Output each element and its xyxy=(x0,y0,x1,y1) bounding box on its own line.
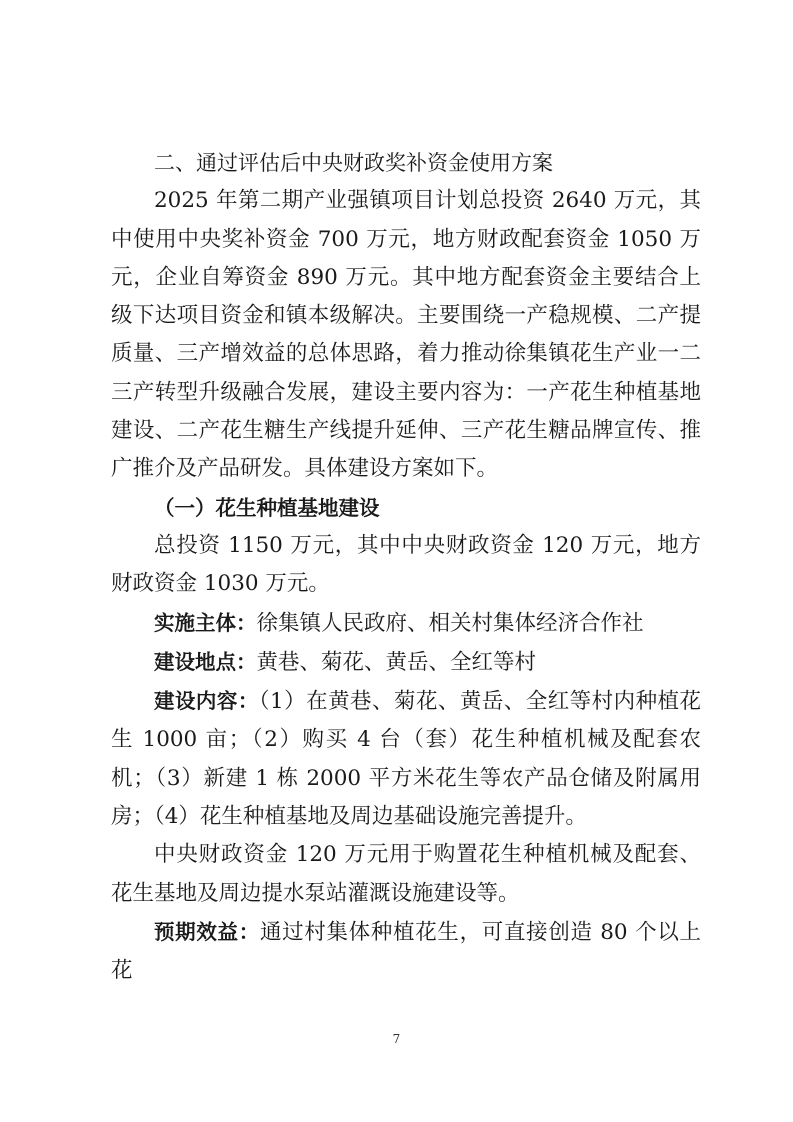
benefit-paragraph xyxy=(111,913,701,991)
content-paragraph xyxy=(111,682,701,836)
benefit-label: 预期效益： xyxy=(154,919,260,944)
investment-paragraph: 总投资 1150 万元，其中中央财政资金 120 万元，地方财政资金 1030 万元。 xyxy=(111,532,701,597)
central-funds-paragraph: 中央财政资金 120 万元用于购置花生种植机械及配套、花生基地及周边提水泵站灌溉设施建设等。 xyxy=(111,842,701,906)
implementer-label: 实施主体： xyxy=(154,610,257,635)
page-content xyxy=(111,144,701,991)
page-number: 7 xyxy=(392,1032,401,1046)
location-label: 建设地点： xyxy=(154,649,257,674)
location-text: 黄巷、菊花、黄岳、全红等村 xyxy=(256,649,537,675)
section-heading: 二、通过评估后中央财政奖补资金使用方案 xyxy=(154,151,553,175)
subsection-heading: （一）花生种植基地建设 xyxy=(154,495,380,520)
section-intro-paragraph: 2025 年第二期产业强镇项目计划总投资 2640 万元，其中使用中央奖补资金 700 万元，地方财政配套资金 1050 万元，企业自筹资金 890 万元。其中地方配套资金主要结合上级下达项目资金和镇本级解决。主要围绕一产稳规模、二产提质量、三产增效益的总体思路，着力推动徐集镇花生产业一二三产转型升级融合发展，建设主要内容为：一产花生种植基地建设、二产花生糖生产线提升延伸、三产花生糖品牌宣传、推广推介及产品研发。具体建设方案如下。 xyxy=(111,188,701,482)
benefit-text: 通过村集体种植花生，可直接创造 80 个以上花 xyxy=(111,919,702,984)
implementer-text: 徐集镇人民政府、相关村集体经济合作社 xyxy=(256,610,644,636)
implementer-paragraph xyxy=(111,604,701,643)
location-paragraph xyxy=(111,643,701,682)
content-text: （1）在黄巷、菊花、黄岳、全红等村内种植花生 1000 亩；（2）购买 4 台（套）花生种植机械及配套农机；（3）新建 1 栋 2000 平方米花生等农产品仓储及附属用房；（4）花生种植基地及周边基础设施完善提升。 xyxy=(111,689,701,830)
content-label: 建设内容： xyxy=(154,689,259,714)
